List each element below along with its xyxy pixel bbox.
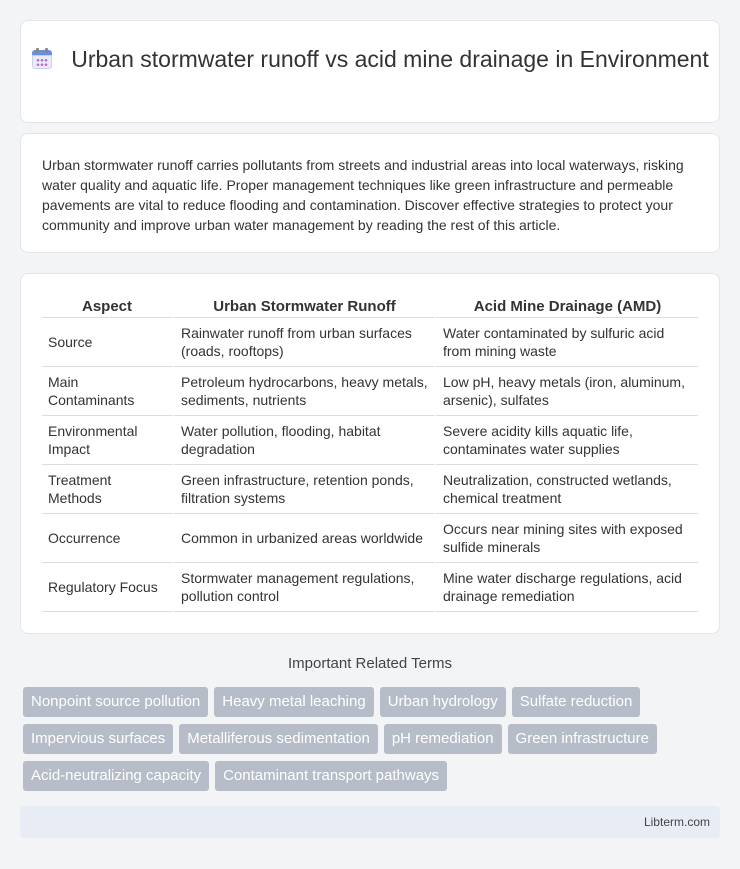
table-row (42, 416, 698, 465)
table-cell-aspect: Occurrence (42, 514, 172, 563)
related-terms-title: Important Related Terms (288, 655, 452, 672)
table-cell-amd: Low pH, heavy metals (iron, aluminum, arsenic), sulfates (434, 367, 698, 416)
table-row (42, 514, 698, 563)
related-term-tag[interactable]: Contaminant transport pathways (215, 761, 447, 791)
table-cell-stormwater: Water pollution, flooding, habitat degradation (172, 416, 434, 465)
title-card (20, 20, 720, 123)
related-terms-tags (23, 687, 713, 791)
table-header-stormwater: Urban Stormwater Runoff (172, 296, 434, 318)
intro-card (20, 133, 720, 253)
table-cell-amd: Water contaminated by sulfuric acid from mining waste (434, 318, 698, 367)
comparison-table (42, 296, 698, 612)
table-row (42, 367, 698, 416)
table-cell-stormwater: Petroleum hydrocarbons, heavy metals, sediments, nutrients (172, 367, 434, 416)
table-header-row (42, 296, 698, 318)
page-title: Urban stormwater runoff vs acid mine drainage in Environment (71, 46, 709, 72)
footer (20, 806, 720, 838)
table-cell-aspect: Source (42, 318, 172, 367)
table-cell-amd: Occurs near mining sites with exposed sulfide minerals (434, 514, 698, 563)
table-row (42, 563, 698, 612)
related-term-tag[interactable]: pH remediation (384, 724, 502, 754)
table-cell-amd: Severe acidity kills aquatic life, contaminates water supplies (434, 416, 698, 465)
related-term-tag[interactable]: Metalliferous sedimentation (179, 724, 378, 754)
related-term-tag[interactable]: Acid-neutralizing capacity (23, 761, 209, 791)
related-term-tag[interactable]: Heavy metal leaching (214, 687, 373, 717)
table-header-aspect: Aspect (42, 296, 172, 318)
footer-brand-link[interactable]: Libterm.com (643, 815, 710, 829)
related-term-tag[interactable]: Green infrastructure (508, 724, 657, 754)
table-cell-stormwater: Common in urbanized areas worldwide (172, 514, 434, 563)
table-cell-stormwater: Rainwater runoff from urban surfaces (roads, rooftops) (172, 318, 434, 367)
related-term-tag[interactable]: Impervious surfaces (23, 724, 173, 754)
table-row (42, 318, 698, 367)
table-cell-amd: Mine water discharge regulations, acid drainage remediation (434, 563, 698, 612)
table-row (42, 465, 698, 514)
page-title-wrap (21, 45, 719, 74)
table-header-amd: Acid Mine Drainage (AMD) (434, 296, 698, 318)
related-term-tag[interactable]: Urban hydrology (380, 687, 506, 717)
table-cell-stormwater: Green infrastructure, retention ponds, filtration systems (172, 465, 434, 514)
intro-paragraph: Urban stormwater runoff carries pollutants from streets and industrial areas into local waterways, risking water quality and aquatic life. Proper management techniques like green infrastructure and permeable pavements are vital to reduce flooding and contamination. Discover effective strategies to protect your community and improve urban water management by reading the rest of this article. (42, 157, 684, 233)
table-cell-amd: Neutralization, constructed wetlands, chemical treatment (434, 465, 698, 514)
table-cell-aspect: Main Contaminants (42, 367, 172, 416)
related-term-tag[interactable]: Sulfate reduction (512, 687, 641, 717)
table-cell-aspect: Treatment Methods (42, 465, 172, 514)
calendar-icon (31, 48, 53, 70)
related-term-tag[interactable]: Nonpoint source pollution (23, 687, 208, 717)
comparison-table-card (20, 273, 720, 634)
table-cell-aspect: Environmental Impact (42, 416, 172, 465)
table-cell-stormwater: Stormwater management regulations, pollution control (172, 563, 434, 612)
table-cell-aspect: Regulatory Focus (42, 563, 172, 612)
